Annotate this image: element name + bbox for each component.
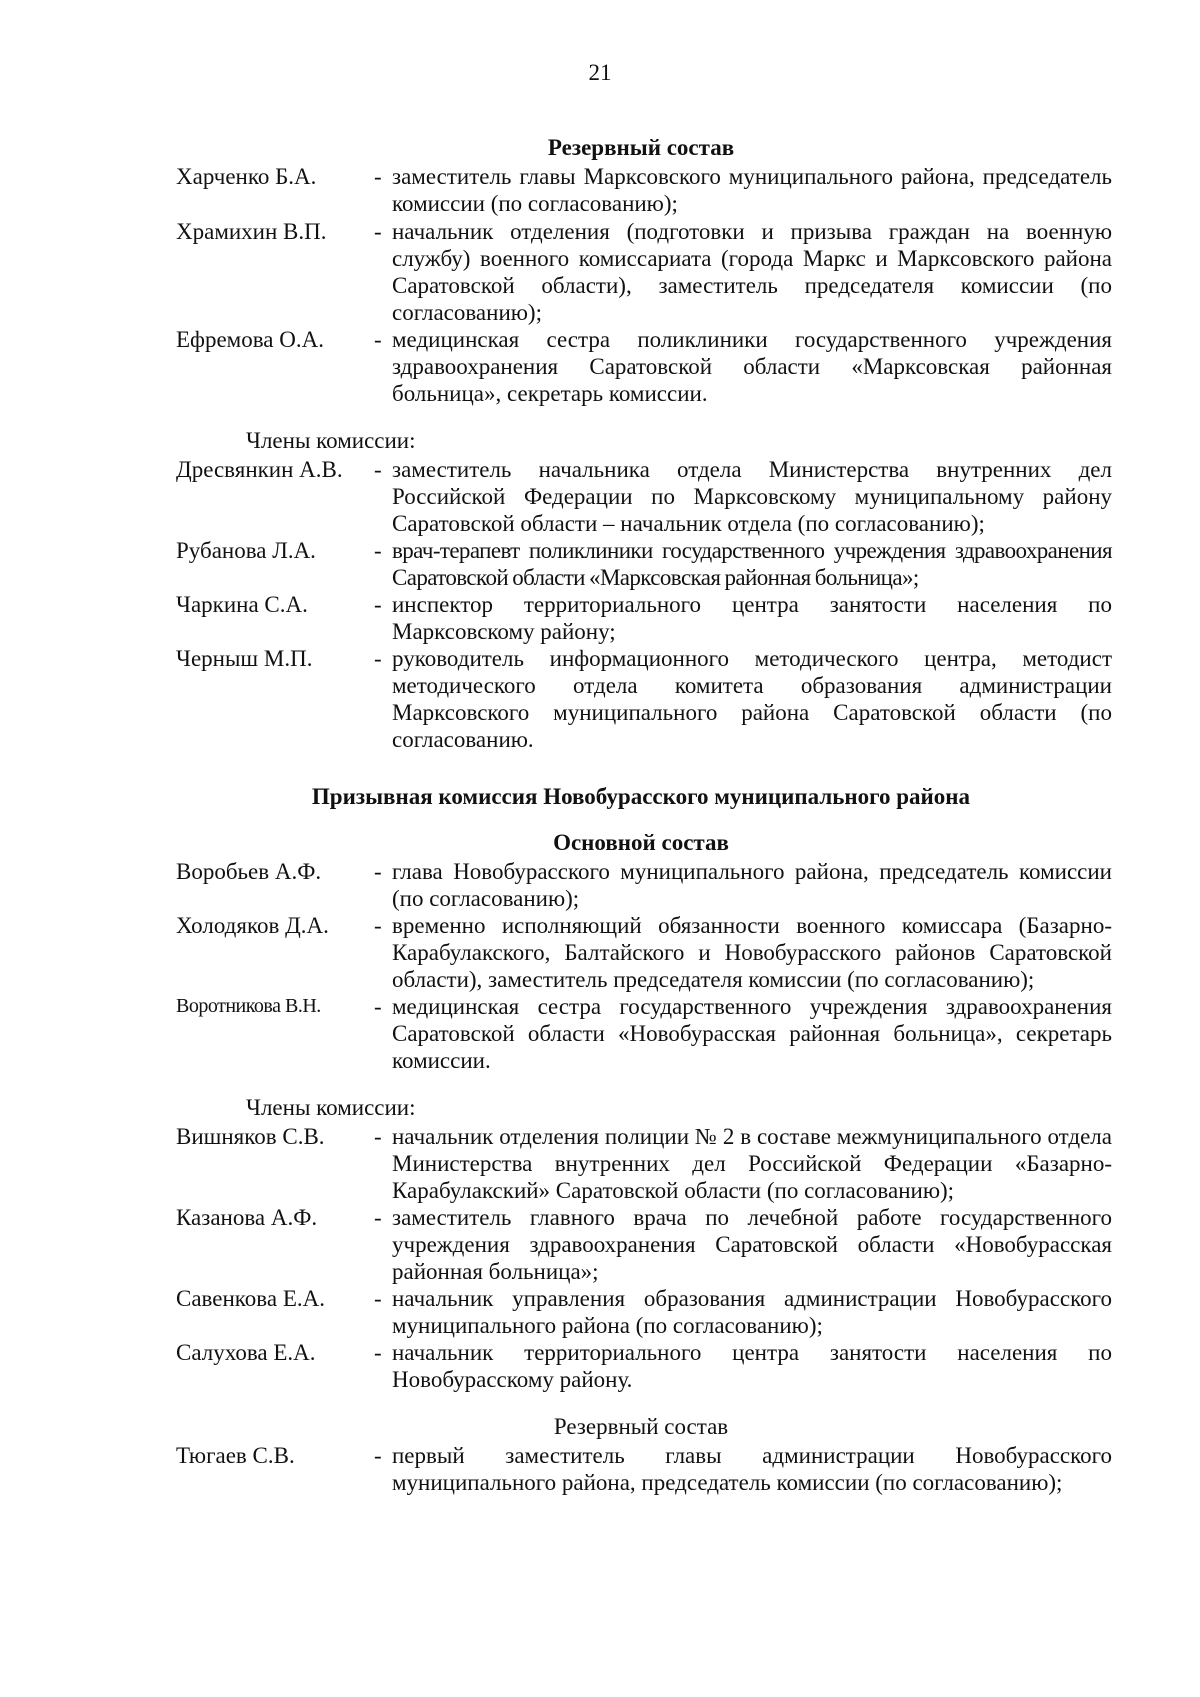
list-item: Харченко Б.А. - заместитель главы Марксовского муниципального района, председатель комиссии (по согласованию); [176,164,1112,216]
person-name: Дресвянкин А.В. [176,457,343,482]
person-role: заместитель главы Марксовского муниципального района, председатель комиссии (по согласованию); [392,164,1112,216]
list-item: Вишняков С.В. - начальник отделения полиции № 2 в составе межмуниципального отдела Министерства внутренних дел Российской Федерации «Базарно-Карабулакский» Саратовской области (по согласованию); [176,1124,1112,1203]
list-item: Чаркина С.А. - инспектор территориального центра занятости населения по Марксовскому району; [176,592,1112,644]
person-name: Вишняков С.В. [176,1124,325,1149]
members-label: Члены комиссии: [246,1095,416,1120]
list-item: Холодяков Д.А. - временно исполняющий обязанности военного комиссара (Базарно-Карабулакского, Балтайского и Новобурасского районов Саратовской области), заместитель председателя комиссии (по согласованию); [176,913,1112,992]
person-role: медицинская сестра государственного учреждения здравоохранения Саратовской области «Новобурасская районная больница», секретарь комиссии. [392,994,1112,1073]
person-role: заместитель главного врача по лечебной работе государственного учреждения здравоохранения Саратовской области «Новобурасская районная больница»; [392,1205,1112,1284]
person-name: Чаркина С.А. [176,592,308,617]
list-item: Воробьев А.Ф. - глава Новобурасского муниципального района, председатель комиссии (по согласованию); [176,859,1112,911]
person-role: временно исполняющий обязанности военного комиссара (Базарно-Карабулакского, Балтайского и Новобурасского районов Саратовской области), заместитель председателя комиссии (по согласованию); [392,913,1112,992]
person-name: Тюгаев С.В. [176,1443,295,1468]
person-role: начальник отделения (подготовки и призыва граждан на военную службу) военного комиссариата (города Маркс и Марксовского района Саратовской области), заместитель председателя комиссии (по согласованию); [392,219,1112,325]
reserve-heading-novo: Резервный состав [553,1414,729,1439]
person-name: Салухова Е.А. [176,1340,316,1365]
list-item: Салухова Е.А. - начальник территориального центра занятости населения по Новобурасскому району. [176,1340,1112,1392]
person-name: Воротникова В.Н. [176,995,321,1017]
list-item: Савенкова Е.А. - начальник управления образования администрации Новобурасского муниципального района (по согласованию); [176,1286,1112,1338]
person-role: начальник управления образования администрации Новобурасского муниципального района (по согласованию); [392,1286,1112,1338]
list-item: Рубанова Л.А. - врач-терапевт поликлиники государственного учреждения здравоохранения Саратовской области «Марксовская районная больница»; [176,538,1112,590]
person-name: Холодяков Д.А. [176,913,329,938]
list-item: Тюгаев С.В. - первый заместитель главы администрации Новобурасского муниципального района, председатель комиссии (по согласованию); [176,1443,1112,1495]
person-role: инспектор территориального центра занятости населения по Марксовскому району; [392,592,1112,644]
person-role: глава Новобурасского муниципального района, председатель комиссии (по согласованию); [392,859,1112,911]
person-role: заместитель начальника отдела Министерства внутренних дел Российской Федерации по Марксовскому муниципальному району Саратовской области – начальник отдела (по согласованию); [392,457,1112,536]
person-role: медицинская сестра поликлиники государственного учреждения здравоохранения Саратовской области «Марксовская районная больница», секретарь комиссии. [392,327,1112,406]
person-role: первый заместитель главы администрации Новобурасского муниципального района, председатель комиссии (по согласованию); [392,1443,1112,1495]
person-name: Ефремова О.А. [176,327,324,352]
person-role: начальник территориального центра занятости населения по Новобурасскому району. [392,1340,1112,1392]
person-role: врач-терапевт поликлиники государственного учреждения здравоохранения Саратовской области «Марксовская районная больница»; [392,538,1112,590]
list-item: Черныш М.П. - руководитель информационного методического центра, методист методического отдела комитета образования администрации Марксовского муниципального района Саратовской области (по согласованию. [176,646,1112,752]
person-name: Рубанова Л.А. [176,538,316,563]
person-name: Казанова А.Ф. [176,1205,318,1230]
person-name: Савенкова Е.А. [176,1286,325,1311]
commission-heading: Призывная комиссия Новобурасского муниципального района [311,784,971,809]
main-composition-heading: Основной состав [553,830,729,855]
page-number: 21 [588,60,612,85]
list-item: Воротникова В.Н. - медицинская сестра государственного учреждения здравоохранения Саратовской области «Новобурасская районная больница», секретарь комиссии. [176,994,1112,1073]
list-item: Храмихин В.П. - начальник отделения (подготовки и призыва граждан на военную службу) военного комиссариата (города Маркс и Марксовского района Саратовской области), заместитель председателя комиссии (по согласованию); [176,219,1112,325]
person-role: руководитель информационного методического центра, методист методического отдела комитета образования администрации Марксовского муниципального района Саратовской области (по согласованию. [392,646,1112,752]
list-item: Дресвянкин А.В. - заместитель начальника отдела Министерства внутренних дел Российской Федерации по Марксовскому муниципальному району Саратовской области – начальник отдела (по согласованию); [176,457,1112,536]
person-name: Воробьев А.Ф. [176,859,322,884]
list-item: Ефремова О.А. - медицинская сестра поликлиники государственного учреждения здравоохранения Саратовской области «Марксовская районная больница», секретарь комиссии. [176,327,1112,406]
person-role: начальник отделения полиции № 2 в составе межмуниципального отдела Министерства внутренних дел Российской Федерации «Базарно-Карабулакский» Саратовской области (по согласованию); [392,1124,1112,1203]
person-name: Харченко Б.А. [176,164,317,189]
person-name: Черныш М.П. [176,646,313,671]
person-name: Храмихин В.П. [176,219,327,244]
reserve-heading-marks: Резервный состав [547,135,735,160]
list-item: Казанова А.Ф. - заместитель главного врача по лечебной работе государственного учреждения здравоохранения Саратовской области «Новобурасская районная больница»; [176,1205,1112,1284]
members-label: Члены комиссии: [246,428,416,453]
